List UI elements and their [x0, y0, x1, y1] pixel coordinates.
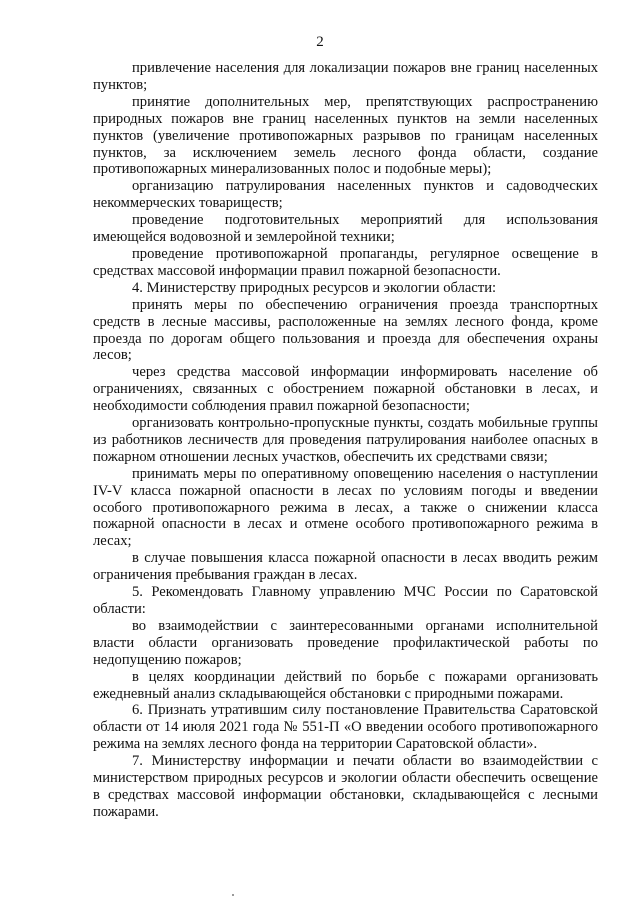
paragraph-item-6-repeal: 6. Признать утратившим силу постановление Правительства Саратовской области от 14 июля 2021 года № 551-П «О введении особого противопожарного режима на землях лесного фонда на территории Саратовской области».	[93, 702, 598, 753]
paragraph-patrol-organization: организацию патрулирования населенных пунктов и садоводческих некоммерческих товариществ;	[93, 178, 598, 212]
paragraph-restrict-stay: в случае повышения класса пожарной опасности в лесах вводить режим ограничения пребывания граждан в лесах.	[93, 550, 598, 584]
paragraph-attract-population: привлечение населения для локализации пожаров вне границ населенных пунктов;	[93, 60, 598, 93]
paragraph-checkpoints: организовать контрольно-пропускные пункты, создать мобильные группы из работников лесничеств для проведения патрулирования наиболее опасных в пожарном отношении лесных участков, обеспечить их средствами связи;	[93, 415, 598, 465]
paragraph-fire-propaganda: проведение противопожарной пропаганды, регулярное освещение в средствах массовой информации правил пожарной безопасности.	[93, 245, 598, 279]
page-number: 2	[316, 34, 324, 50]
paragraph-preparatory-measures: проведение подготовительных мероприятий для использования имеющейся водовозной и землеройной техники;	[93, 212, 598, 246]
paragraph-item-4-heading: 4. Министерству природных ресурсов и экологии области:	[132, 279, 497, 296]
paragraph-prevention-work: во взаимодействии с заинтересованными органами исполнительной власти области организовать проведение профилактической работы по недопущению пожаров;	[93, 617, 598, 668]
paragraph-alert-measures: принимать меры по оперативному оповещению населения о наступлении IV-V класса пожарной опасности в лесах по условиям погоды и введении особого противопожарного режима в лесах, а также о снижении класса пожарной опасности в лесах и отмене особого противопожарного режима в лесах;	[93, 465, 598, 550]
document-body	[93, 60, 598, 821]
paragraph-item-7-media: 7. Министерству информации и печати области во взаимодействии с министерством природных ресурсов и экологии области обеспечить освещение в средствах массовой информации обстановки, складывающейся с лесными пожарами.	[93, 753, 598, 820]
paragraph-restrict-vehicles: принять меры по обеспечению ограничения проезда транспортных средств в лесные массивы, расположенные на землях лесного фонда, кроме проезда по дорогам общего пользования и проезда для обеспечения охраны лесов;	[93, 296, 598, 364]
paragraph-item-5-heading: 5. Рекомендовать Главному управлению МЧС России по Саратовской области:	[93, 584, 598, 617]
scan-speck	[232, 894, 234, 896]
paragraph-daily-analysis: в целях координации действий по борьбе с пожарами организовать ежедневный анализ складывающейся обстановки с природными пожарами.	[93, 668, 598, 702]
paragraph-additional-measures: принятие дополнительных мер, препятствующих распространению природных пожаров вне границ населенных пунктов на земли населенных пунктов (увеличение противопожарных разрывов по границам населенных пунктов, за исключением земель лесного фонда области, создание противопожарных минерализованных полос и подобные меры);	[93, 93, 598, 178]
paragraph-inform-population: через средства массовой информации информировать население об ограничениях, связанных с обострением пожарной обстановки в лесах, и необходимости соблюдения правил пожарной безопасности;	[93, 364, 598, 415]
